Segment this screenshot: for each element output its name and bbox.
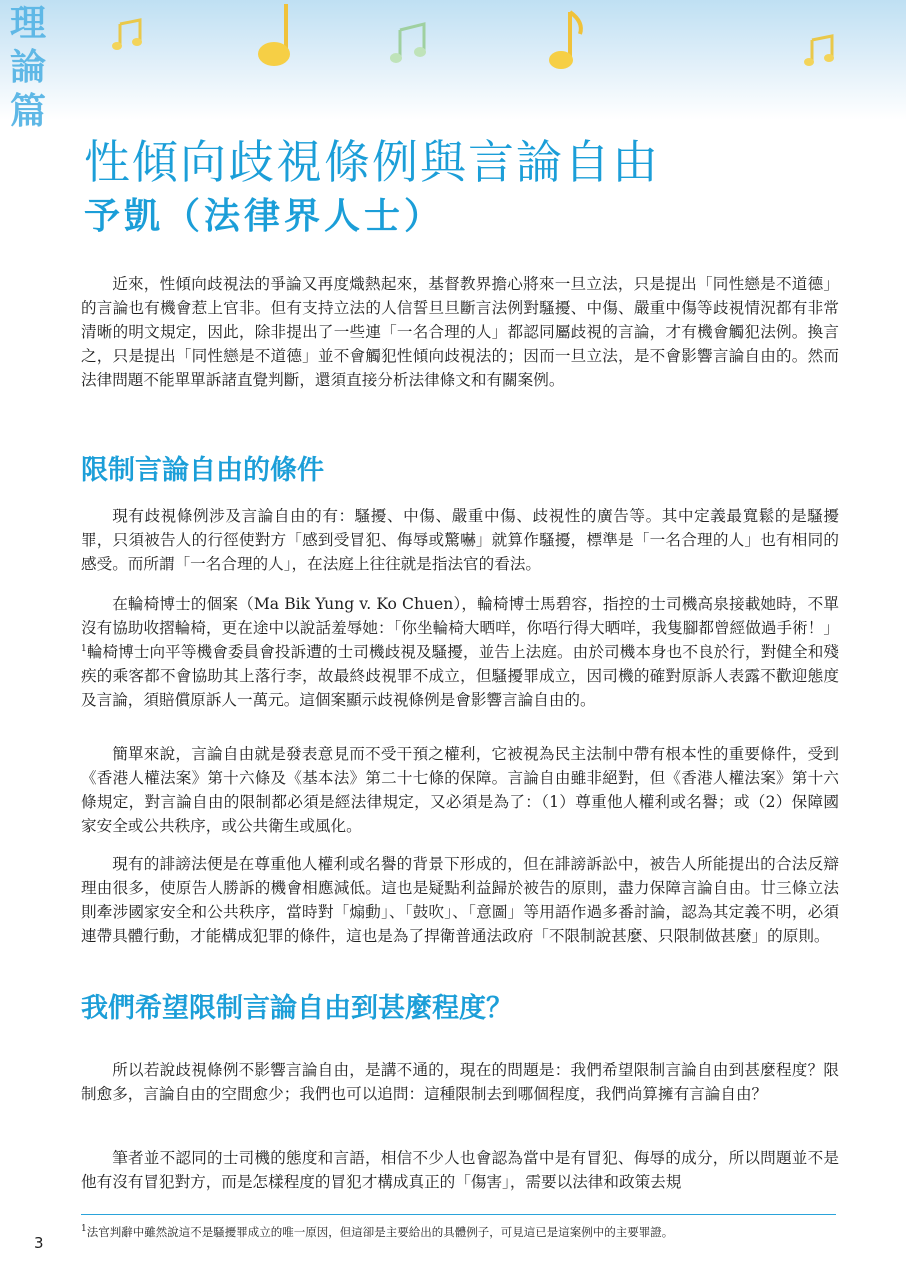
footnote	[81, 1224, 841, 1240]
section-tag	[10, 2, 50, 134]
paragraph-text: 在輪椅博士的個案（Ma Bik Yung v. Ko Chuen），輪椅博士馬碧容，指控的士司機高泉接載她時，不單沒有協助收摺輪椅，更在途中以說話羞辱她：「你坐輪椅大晒咩，你唔行得大晒咩，我隻腳都曾經做過手術！」	[81, 595, 839, 637]
footnote-divider	[81, 1214, 836, 1215]
article-title: 性傾向歧視條例與言論自由	[84, 135, 660, 189]
footnote-marker: 1	[81, 1224, 87, 1235]
section-tag-char: 理	[10, 3, 47, 44]
section-heading: 限制言論自由的條件	[81, 455, 324, 486]
body-paragraph: 簡單來說，言論自由就是發表意見而不受干預之權利，它被視為民主法制中帶有根本性的重要條件，受到《香港人權法案》第十六條及《基本法》第二十七條的保障。言論自由雖非絕對，但《香港人權法案》第十六條規定，對言論自由的限制都必須是經法律規定，又必須是為了：（1）尊重他人權利或名譽；或（2）保障國家安全或公共秩序，或公共衛生或風化。	[81, 745, 839, 835]
body-paragraph	[81, 592, 839, 712]
body-paragraph: 現有歧視條例涉及言論自由的有：騷擾、中傷、嚴重中傷、歧視性的廣告等。其中定義最寬鬆的是騷擾罪，只須被告人的行徑使對方「感到受冒犯、侮辱或驚嚇」就算作騷擾，標準是「一名合理的人」也有相同的感受。而所謂「一名合理的人」，在法庭上往往就是指法官的看法。	[81, 507, 839, 573]
page-number: 3	[34, 1234, 44, 1252]
intro-paragraph: 近來，性傾向歧視法的爭論又再度熾熱起來，基督教界擔心將來一旦立法，只是提出「同性戀是不道德」的言論也有機會惹上官非。但有支持立法的人信誓旦旦斷言法例對騷擾、中傷、嚴重中傷等歧視情況都有非常清晰的明文規定，因此，除非提出了一些連「一名合理的人」都認同屬歧視的言論，才有機會觸犯法例。換言之，只是提出「同性戀是不道德」並不會觸犯性傾向歧視法的；因而一旦立法，是不會影響言論自由的。然而法律問題不能單單訴諸直覺判斷，還須直接分析法律條文和有關案例。	[81, 275, 839, 389]
section-heading: 我們希望限制言論自由到甚麼程度？	[81, 993, 513, 1024]
paragraph-text: 輪椅博士向平等機會委員會投訴遭的士司機歧視及騷擾，並告上法庭。由於司機本身也不良於行，對健全和殘疾的乘客都不會協助其上落行李，故最終歧視罪不成立，但騷擾罪成立，因司機的確對原訴人表露不歡迎態度及言論，須賠償原訴人一萬元。這個案顯示歧視條例是會影響言論自由的。	[81, 643, 839, 709]
section-tag-char: 篇	[10, 91, 47, 132]
music-note-icon	[390, 20, 434, 64]
music-note-icon	[112, 16, 148, 52]
music-note-icon	[804, 32, 838, 68]
music-note-icon	[252, 0, 302, 70]
footnote-text: 法官判辭中雖然說這不是騷擾罪成立的唯一原因，但這卻是主要給出的具體例子，可見這已是這案例中的主要罪證。	[86, 1225, 674, 1239]
body-paragraph: 現有的誹謗法便是在尊重他人權利或名譽的背景下形成的，但在誹謗訴訟中，被告人所能提出的合法反辯理由很多，使原告人勝訴的機會相應減低。這也是疑點利益歸於被告的原則，盡力保障言論自由。廿三條立法則牽涉國家安全和公共秩序，當時對「煽動」、「鼓吹」、「意圖」等用語作過多番討論，認為其定義不明，必須連帶具體行動，才能構成犯罪的條件，這也是為了捍衛普通法政府「不限制說甚麼、只限制做甚麼」的原則。	[81, 855, 839, 945]
section-tag-char: 論	[10, 47, 47, 88]
article-author: 予凱（法律界人士）	[84, 196, 445, 237]
music-note-icon	[548, 8, 588, 74]
body-paragraph: 筆者並不認同的士司機的態度和言語，相信不少人也會認為當中是有冒犯、侮辱的成分，所以問題並不是他有沒有冒犯對方，而是怎樣程度的冒犯才構成真正的「傷害」，需要以法律和政策去規	[81, 1149, 839, 1191]
body-paragraph: 所以若說歧視條例不影響言論自由，是講不通的，現在的問題是：我們希望限制言論自由到甚麼程度？限制愈多，言論自由的空間愈少；我們也可以追問：這種限制去到哪個程度，我們尚算擁有言論自由？	[81, 1061, 839, 1103]
footnote-ref[interactable]: 1	[81, 643, 87, 654]
